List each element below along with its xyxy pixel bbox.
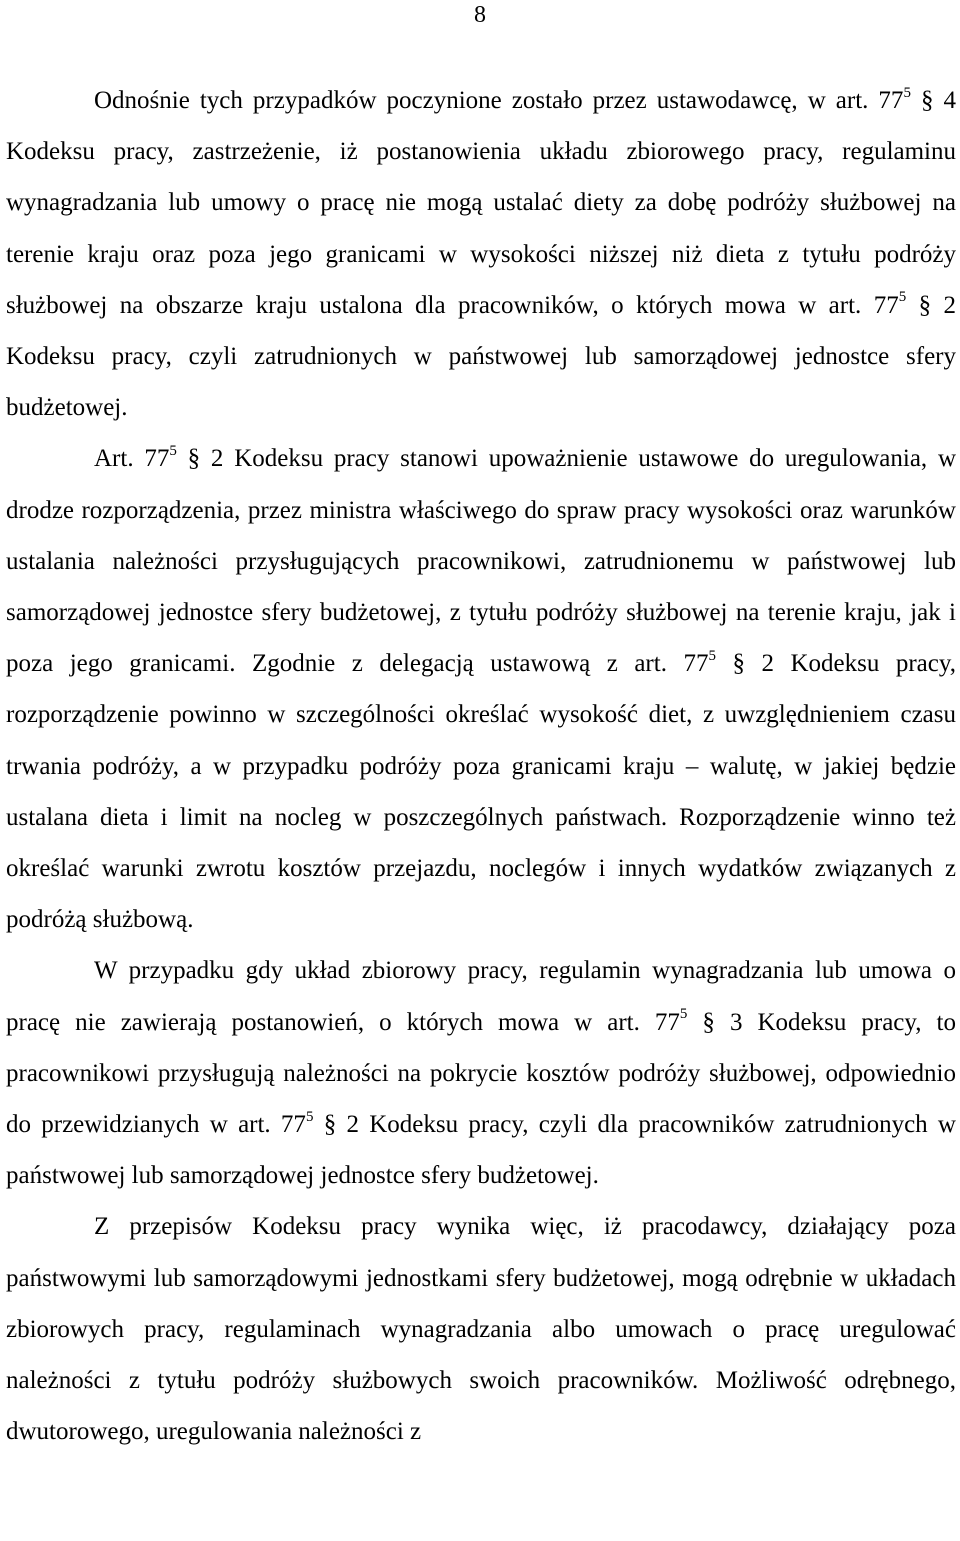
page-number: 8 — [474, 2, 486, 28]
text-segment: § 2 Kodeksu pracy, rozporządzenie powinno w szczególności określać wysokość diet, z uwzględnieniem czasu trwania podróży, a w przypadku podróży poza granicami kraju – walutę, w jakiej będzie ustalana dieta i limit na nocleg w poszczególnych państwach. Rozporządzenie winno też określać warunki zwrotu kosztów przejazdu, noclegów i innych wydatków związanych z podróżą służbową. — [6, 650, 956, 934]
document-body — [6, 75, 956, 1457]
text-segment: § 2 Kodeksu pracy, czyli zatrudnionych w państwowej lub samorządowej jednostce sfery budżetowej. — [6, 291, 956, 422]
text-segment: Art. 77 — [94, 445, 170, 473]
text-segment: § 2 Kodeksu pracy, czyli dla pracowników zatrudnionych w państwowej lub samorządowej jednostce sfery budżetowej. — [6, 1111, 956, 1190]
paragraph — [6, 1201, 956, 1457]
text-segment: Odnośnie tych przypadków poczynione zostało przez ustawodawcę, w art. 77 — [94, 87, 904, 114]
text-segment: § 4 Kodeksu pracy, zastrzeżenie, iż postanowienia układu zbiorowego pracy, regulaminu wynagradzania lub umowy o pracę nie mogą ustalać diety za dobę podróży służbowej na terenie kraju oraz poza jego granicami w wysokości niższej niż dieta z tytułu podróży służbowej na obszarze kraju ustalona dla pracowników, o których mowa w art. 77 — [6, 87, 956, 319]
text-segment: Z przepisów Kodeksu pracy wynika więc, iż pracodawcy, działający poza państwowymi lub samorządowymi jednostkami sfery budżetowej, mogą odrębnie w układach zbiorowych pracy, regulaminach wynagradzania albo umowach o pracę uregulować należności z tytułu podróży służbowych swoich pracowników. Możliwość odrębnego, dwutorowego, uregulowania należności z — [6, 1213, 956, 1446]
superscript: 5 — [305, 1108, 314, 1125]
paragraph — [6, 433, 956, 945]
superscript: 5 — [679, 1006, 688, 1023]
superscript: 5 — [169, 443, 177, 460]
paragraph — [6, 945, 956, 1201]
text-segment: § 3 Kodeksu pracy, to pracownikowi przysługują należności na pokrycie kosztów podróży służbowej, odpowiednio do przewidzianych w art. 77 — [6, 1008, 956, 1139]
paragraph — [6, 75, 956, 433]
text-segment: W przypadku gdy układ zbiorowy pracy, regulamin wynagradzania lub umowa o pracę nie zawierają postanowień, o których mowa w art. 77 — [6, 957, 956, 1036]
superscript: 5 — [903, 84, 911, 101]
superscript: 5 — [708, 647, 716, 664]
text-segment: § 2 Kodeksu pracy stanowi upoważnienie ustawowe do uregulowania, w drodze rozporządzenia, przez ministra właściwego do spraw pracy wysokości oraz warunków ustalania należności przysługujących pracownikowi, zatrudnionemu w państwowej lub samorządowej jednostce sfery budżetowej, z tytułu podróży służbowej na terenie kraju, jak i poza jego granicami. Zgodnie z delegacją ustawową z art. 77 — [6, 445, 956, 678]
superscript: 5 — [898, 289, 907, 306]
